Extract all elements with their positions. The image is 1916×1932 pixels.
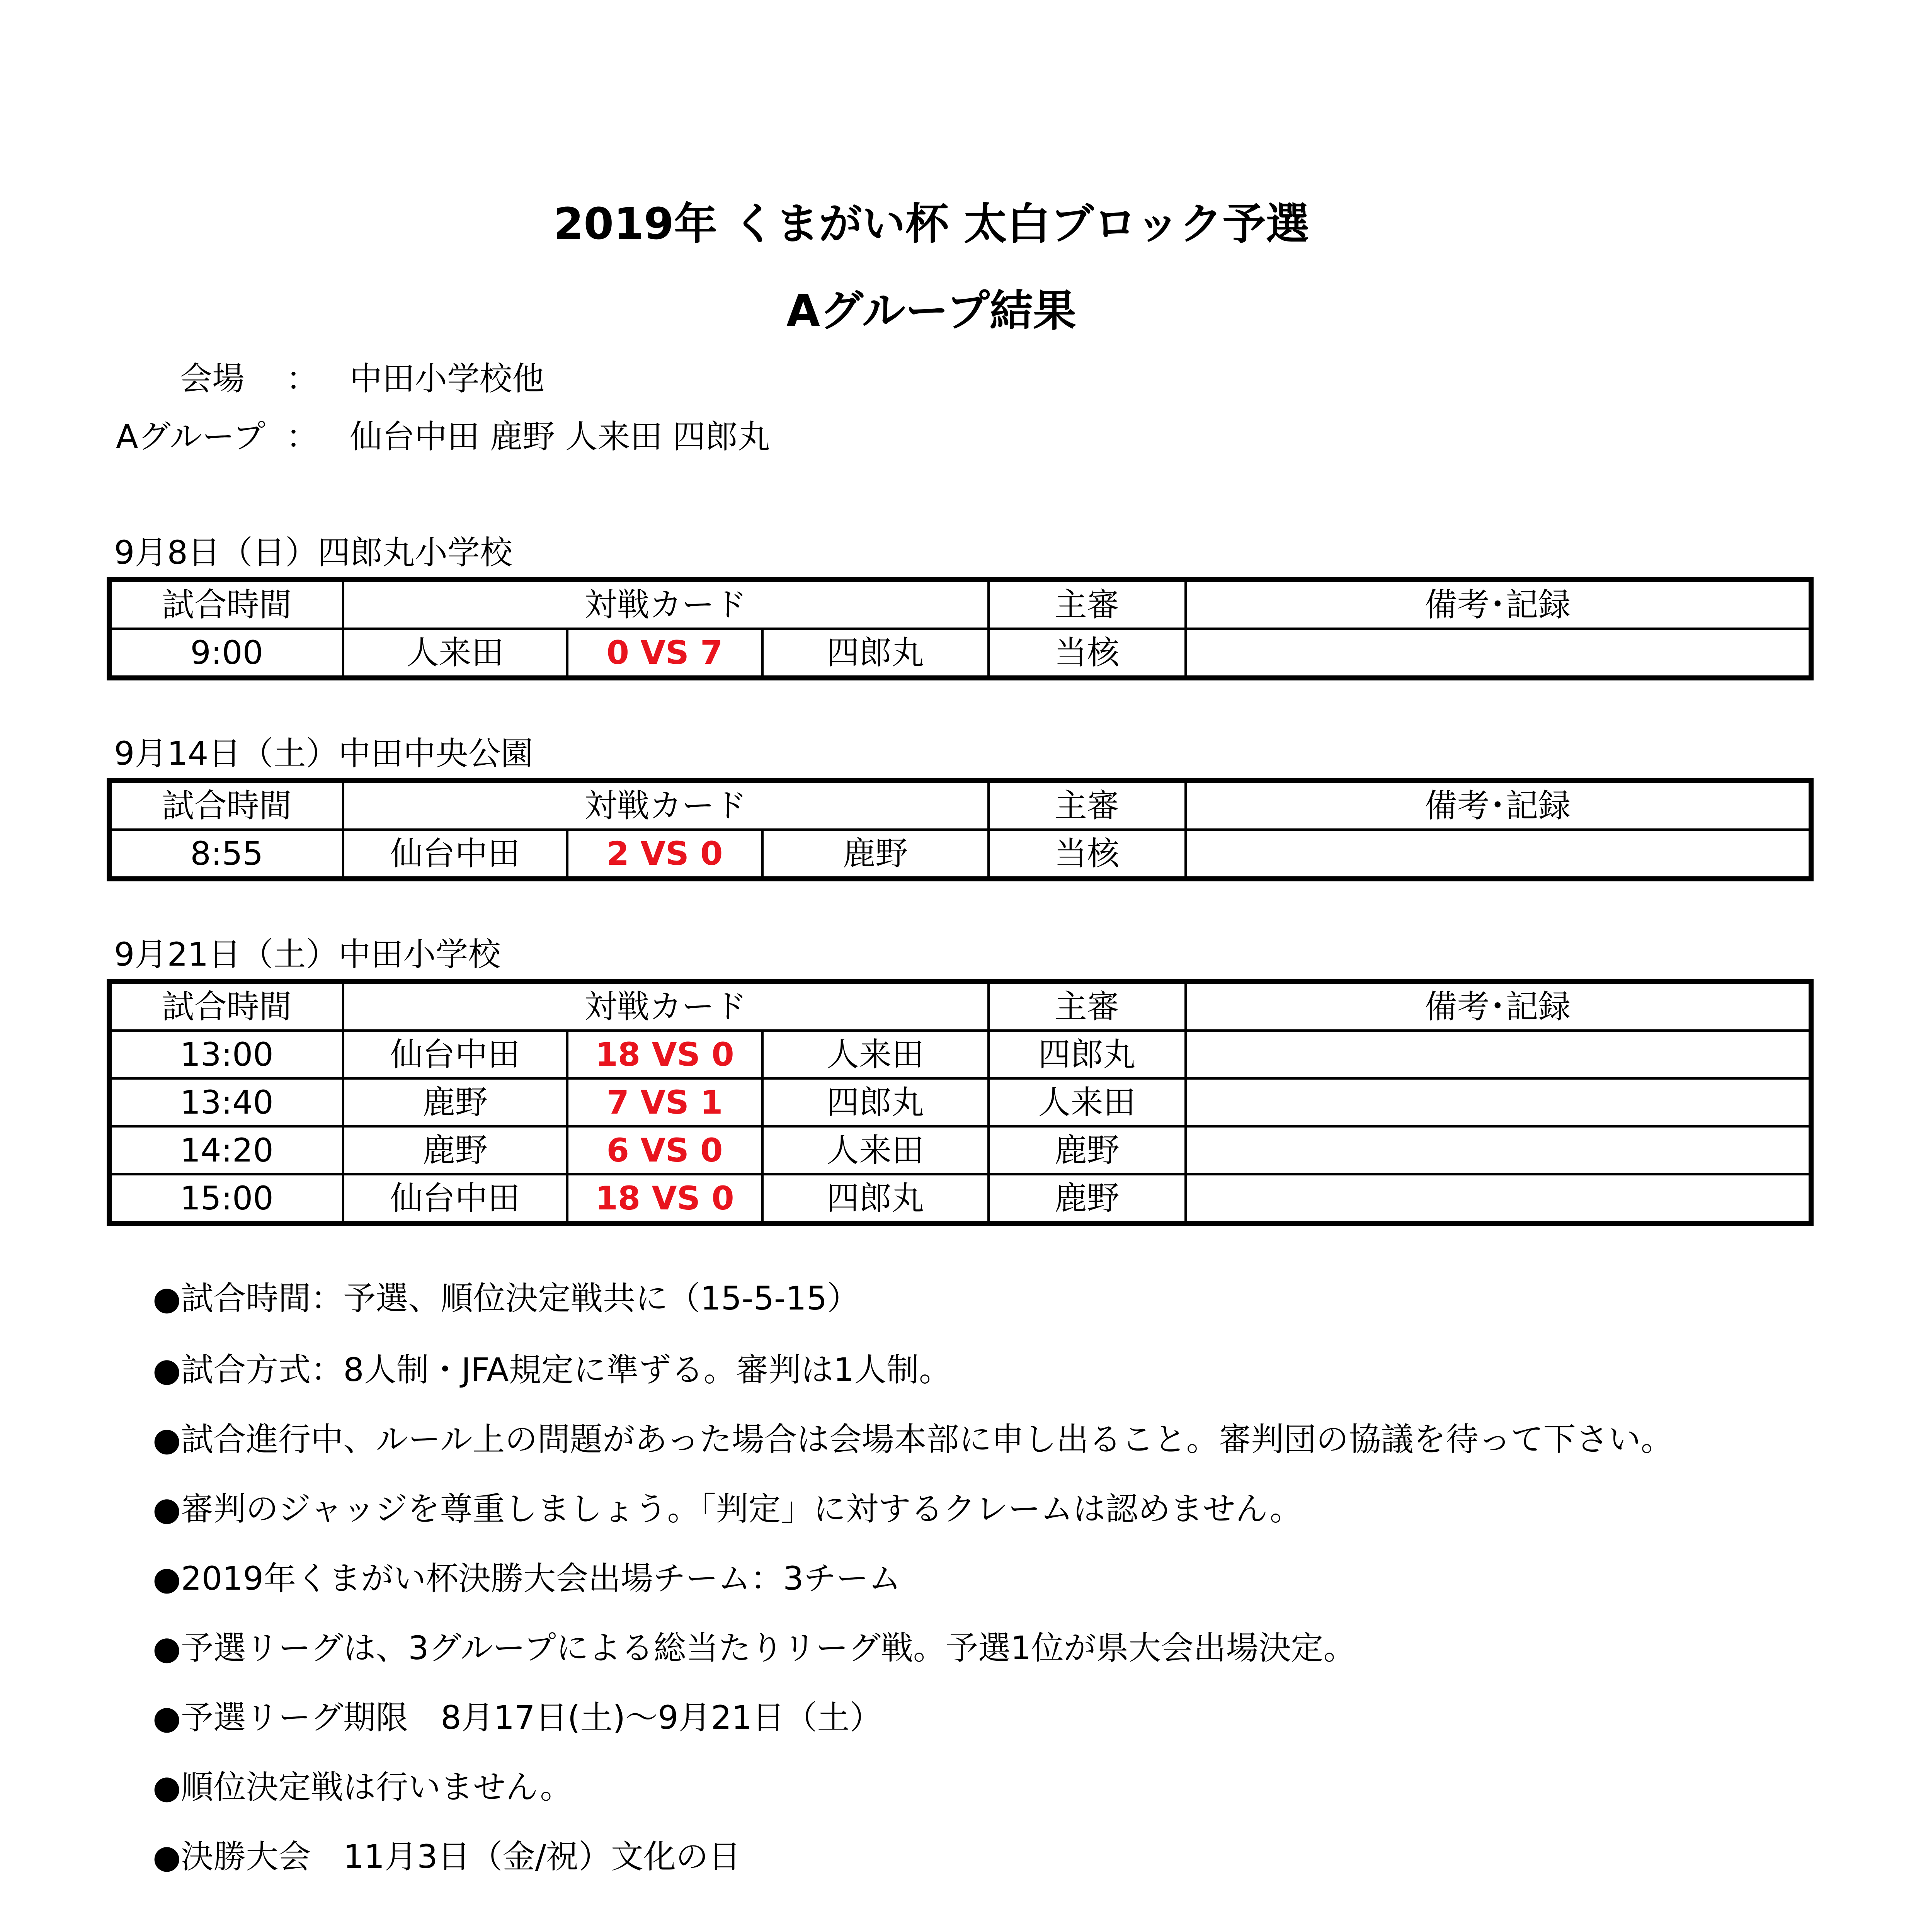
header-referee: 主審: [989, 781, 1186, 830]
header-match: 対戦カード: [343, 580, 989, 629]
match-score: 7 VS 1: [567, 1078, 762, 1126]
referee: 四郎丸: [989, 1031, 1186, 1078]
table-header-row: [109, 981, 1811, 1031]
table-row: [109, 830, 1811, 879]
note-5: ●2019年くまがい杯決勝大会出場チーム：3チーム: [153, 1560, 901, 1597]
referee: 当核: [989, 830, 1186, 879]
session-date-2: 9月14日（土）中田中央公園: [114, 735, 533, 772]
note-4: ●審判のジャッジを尊重しましょう。「判定」に対するクレームは認めません。: [153, 1490, 1302, 1528]
match-score: 2 VS 0: [567, 830, 762, 879]
away-team: 鹿野: [762, 830, 989, 879]
note-9: ●決勝大会 11月3日（金/祝）文化の日: [153, 1838, 741, 1876]
header-notes: 備考･記録: [1186, 580, 1811, 629]
schedule-table-2: [107, 778, 1814, 881]
session-date-1: 9月8日（日）四郎丸小学校: [114, 534, 512, 571]
home-team: 鹿野: [343, 1078, 567, 1126]
venue-value: 中田小学校他: [350, 360, 545, 398]
referee: 鹿野: [989, 1174, 1186, 1224]
referee: 人来田: [989, 1078, 1186, 1126]
match-score: 18 VS 0: [567, 1031, 762, 1078]
match-time: 14:20: [109, 1126, 343, 1174]
header-time: 試合時間: [109, 580, 343, 629]
match-time: 13:40: [109, 1078, 343, 1126]
away-team: 人来田: [762, 1126, 989, 1174]
match-notes: [1186, 1031, 1811, 1078]
match-notes: [1186, 1126, 1811, 1174]
header-time: 試合時間: [109, 981, 343, 1031]
schedule-table-3: [107, 979, 1814, 1226]
table-row: [109, 1078, 1811, 1126]
table-row: [109, 1031, 1811, 1078]
home-team: 仙台中田: [343, 1174, 567, 1224]
match-notes: [1186, 1078, 1811, 1126]
table-header-row: [109, 781, 1811, 830]
table-header-row: [109, 580, 1811, 629]
match-time: 15:00: [109, 1174, 343, 1224]
note-3: ●試合進行中、ルール上の問題があった場合は会場本部に申し出ること。審判団の協議を待って下さい。: [153, 1420, 1673, 1458]
venue-colon: ：: [286, 360, 319, 398]
away-team: 四郎丸: [762, 1078, 989, 1126]
header-referee: 主審: [989, 981, 1186, 1031]
away-team: 四郎丸: [762, 1174, 989, 1224]
home-team: 仙台中田: [343, 830, 567, 879]
note-7: ●予選リーグ期限 8月17日(土)～9月21日（土）: [153, 1699, 882, 1736]
header-match: 対戦カード: [343, 981, 989, 1031]
home-team: 鹿野: [343, 1126, 567, 1174]
match-time: 9:00: [109, 629, 343, 678]
table-row: [109, 629, 1811, 678]
note-6: ●予選リーグは、3グループによる総当たりリーグ戦。予選1位が県大会出場決定。: [153, 1629, 1356, 1667]
note-1: ●試合時間：予選、順位決定戦共に（15-5-15）: [153, 1279, 860, 1317]
venue-label: 会場: [180, 360, 245, 398]
group-label: Aグループ: [116, 418, 265, 456]
match-score: 18 VS 0: [567, 1174, 762, 1224]
table-row: [109, 1174, 1811, 1224]
away-team: 人来田: [762, 1031, 989, 1078]
session-date-3: 9月21日（土）中田小学校: [114, 935, 501, 973]
home-team: 人来田: [343, 629, 567, 678]
match-time: 13:00: [109, 1031, 343, 1078]
page-title: 2019年 くまがい杯 太白ブロック予選: [553, 199, 1309, 249]
match-score: 6 VS 0: [567, 1126, 762, 1174]
table-row: [109, 1126, 1811, 1174]
page-subtitle: Aグループ結果: [786, 286, 1076, 336]
header-notes: 備考･記録: [1186, 781, 1811, 830]
match-notes: [1186, 629, 1811, 678]
header-time: 試合時間: [109, 781, 343, 830]
referee: 鹿野: [989, 1126, 1186, 1174]
away-team: 四郎丸: [762, 629, 989, 678]
home-team: 仙台中田: [343, 1031, 567, 1078]
match-time: 8:55: [109, 830, 343, 879]
group-value: 仙台中田 鹿野 人来田 四郎丸: [350, 418, 771, 456]
note-2: ●試合方式：8人制・JFA規定に準ずる。審判は1人制。: [153, 1351, 952, 1389]
schedule-table-1: [107, 577, 1814, 680]
note-8: ●順位決定戦は行いません。: [153, 1768, 573, 1806]
match-notes: [1186, 830, 1811, 879]
match-notes: [1186, 1174, 1811, 1224]
header-notes: 備考･記録: [1186, 981, 1811, 1031]
referee: 当核: [989, 629, 1186, 678]
header-match: 対戦カード: [343, 781, 989, 830]
match-score: 0 VS 7: [567, 629, 762, 678]
header-referee: 主審: [989, 580, 1186, 629]
group-colon: ：: [286, 418, 319, 456]
